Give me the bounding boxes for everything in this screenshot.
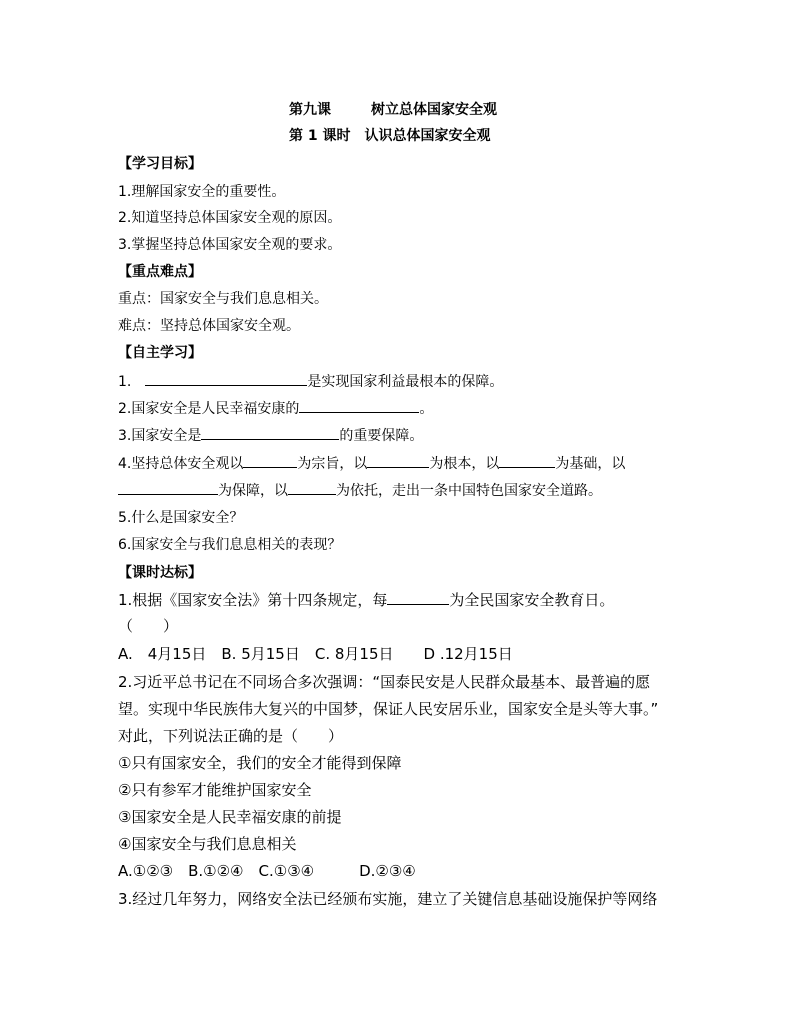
lesson-name: 树立总体国家安全观 (371, 102, 497, 118)
self-study-heading: 【自主学习】 (118, 345, 202, 361)
fill-blank[interactable] (387, 590, 449, 605)
exercise-2-statement: ②只有参军才能维护国家安全 (118, 781, 312, 799)
fill-blank[interactable] (201, 425, 339, 440)
goal-item: 1.理解国家安全的重要性。 (118, 184, 286, 200)
self-study-q1: 1. 是实现国家利益最根本的保障。 (118, 371, 503, 391)
goal-item: 3.掌握坚持总体国家安全观的要求。 (118, 237, 342, 253)
lesson-title (289, 100, 497, 120)
lesson-number: 第九课 (289, 102, 331, 118)
exercise-1: 1.根据《国家安全法》第十四条规定，每 为全民国家安全教育日。 (118, 591, 615, 609)
period-title (289, 126, 491, 146)
goals-heading: 【学习目标】 (118, 156, 202, 172)
fill-blank[interactable] (145, 371, 307, 386)
fill-blank[interactable] (299, 398, 419, 413)
exercise-2-line: 对此，下列说法正确的是（ ） (118, 727, 344, 745)
self-study-q6: 6.国家安全与我们息息相关的表现？ (118, 537, 342, 553)
exercise-2-statement: ④国家安全与我们息息相关 (118, 835, 297, 853)
period-number: 第 1 课时 (289, 128, 351, 144)
key-point: 重点：国家安全与我们息息相关。 (118, 291, 328, 307)
exercise-3-line: 3.经过几年努力，网络安全法已经颁布实施，建立了关键信息基础设施保护等网络 (118, 890, 658, 908)
fill-blank[interactable] (243, 453, 297, 468)
self-study-q5: 5.什么是国家安全？ (118, 510, 244, 526)
keypoints-heading: 【重点难点】 (118, 264, 202, 280)
fill-blank[interactable] (367, 453, 429, 468)
exercise-1-options: A. 4月15日 B. 5月15日 C. 8月15日 D .12月15日 (118, 645, 513, 663)
exercise-2-statement: ③国家安全是人民幸福安康的前提 (118, 808, 342, 826)
fill-blank[interactable] (288, 480, 336, 495)
exercises-heading: 【课时达标】 (118, 565, 202, 581)
self-study-q4-line2: 为保障，以 为依托，走出一条中国特色国家安全道路。 (118, 480, 602, 500)
self-study-q3: 3.国家安全是 的重要保障。 (118, 425, 423, 445)
self-study-q4-line1: 4.坚持总体安全观以 为宗旨，以 为根本，以 为基础，以 (118, 453, 625, 473)
answer-paren: （ ） (118, 617, 179, 635)
goal-item: 2.知道坚持总体国家安全观的原因。 (118, 210, 342, 226)
difficult-point: 难点：坚持总体国家安全观。 (118, 318, 300, 334)
exercise-2-line: 望。实现中华民族伟大复兴的中国梦，保证人民安居乐业，国家安全是头等大事。” (118, 700, 659, 718)
exercise-2-options: A.①②③ B.①②④ C.①③④ D.②③④ (118, 862, 416, 880)
fill-blank[interactable] (499, 453, 555, 468)
period-name: 认识总体国家安全观 (364, 128, 491, 144)
exercise-2-line: 2.习近平总书记在不同场合多次强调：“国泰民安是人民群众最基本、最普遍的愿 (118, 673, 651, 691)
fill-blank[interactable] (118, 480, 218, 495)
exercise-2-statement: ①只有国家安全，我们的安全才能得到保障 (118, 754, 402, 772)
self-study-q2: 2.国家安全是人民幸福安康的 。 (118, 398, 433, 418)
